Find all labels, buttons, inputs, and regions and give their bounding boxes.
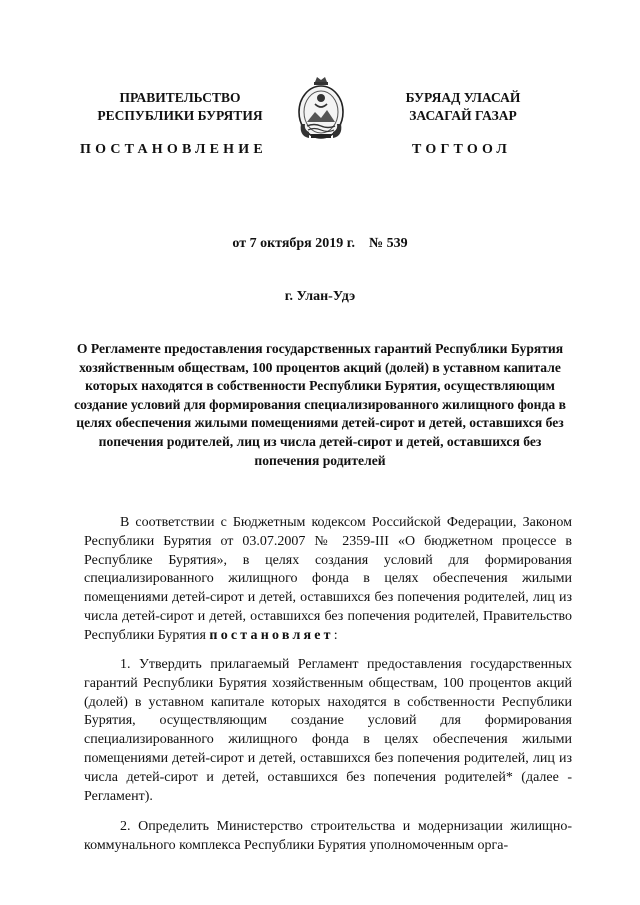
document-title: О Регламенте предоставления государственных гарантий Республики Бурятия хозяйственным обществам, 100 процентов акций (долей) в уставном капитале которых находятся в собственности Республики Бурятия, осуществляющим создание условий для формирования специализированного жилищного фонда в целях обеспечения жилыми помещениями детей-сирот и детей, оставшихся без попечения родителей, лиц из числа детей-сирот и детей, оставшихся без попечения родителей — [74, 341, 566, 468]
intro-paragraph — [84, 514, 572, 646]
government-name-bua — [378, 89, 548, 125]
intro-text: В соответствии с Бюджетным кодексом Российской Федерации, Законом Республики Бурятия от 03.07.2007 № 2359-III «О бюджетном процессе в Республике Бурятия», в целях создания условий для формирования специализированного жилищного фонда в целях обеспечения жилыми помещениями детей-сирот и детей, оставшихся без попечения родителей, лиц из числа детей-сирот и детей, оставшихся без попечения родителей, Правительство Республики Бурятия — [84, 515, 572, 643]
intro-end: : — [333, 627, 338, 643]
document-type-ru: ПОСТАНОВЛЕНИЕ — [80, 142, 267, 157]
government-name-ru — [92, 89, 268, 125]
decree-keyword: постановляет — [209, 627, 334, 643]
document-city: г. Улан-Удэ — [284, 289, 356, 304]
item-2-paragraph: 2. Определить Министерство строительства и модернизации жилищно-коммунального комплекса Республики Бурятия уполномоченным орга- — [84, 819, 572, 853]
document-date-number: от 7 октября 2019 г. № 539 — [232, 236, 408, 251]
government-name-ru-line1: ПРАВИТЕЛЬСТВО — [119, 90, 241, 105]
item-1-paragraph: 1. Утвердить прилагаемый Регламент предоставления государственных гарантий Республики Бурятия хозяйственным обществам, 100 процентов акций (долей) в уставном капитале которых находятся в собственности Республики Бурятия, осуществляющим создание условий для формирования специализированного жилищного фонда в целях обеспечения жилыми помещениями детей-сирот и детей, оставшихся без попечения родителей, лиц из числа детей-сирот и детей, оставшихся без попечения родителей* (далее - Регламент). — [84, 657, 572, 804]
coat-of-arms-icon — [295, 74, 347, 144]
document-type-bua: ТОГТООЛ — [412, 142, 512, 157]
government-name-ru-line2: РЕСПУБЛИКИ БУРЯТИЯ — [97, 108, 263, 123]
government-name-bua-line1: БУРЯАД УЛАСАЙ — [405, 90, 521, 105]
government-name-bua-line2: ЗАСАГАЙ ГАЗАР — [409, 108, 517, 123]
